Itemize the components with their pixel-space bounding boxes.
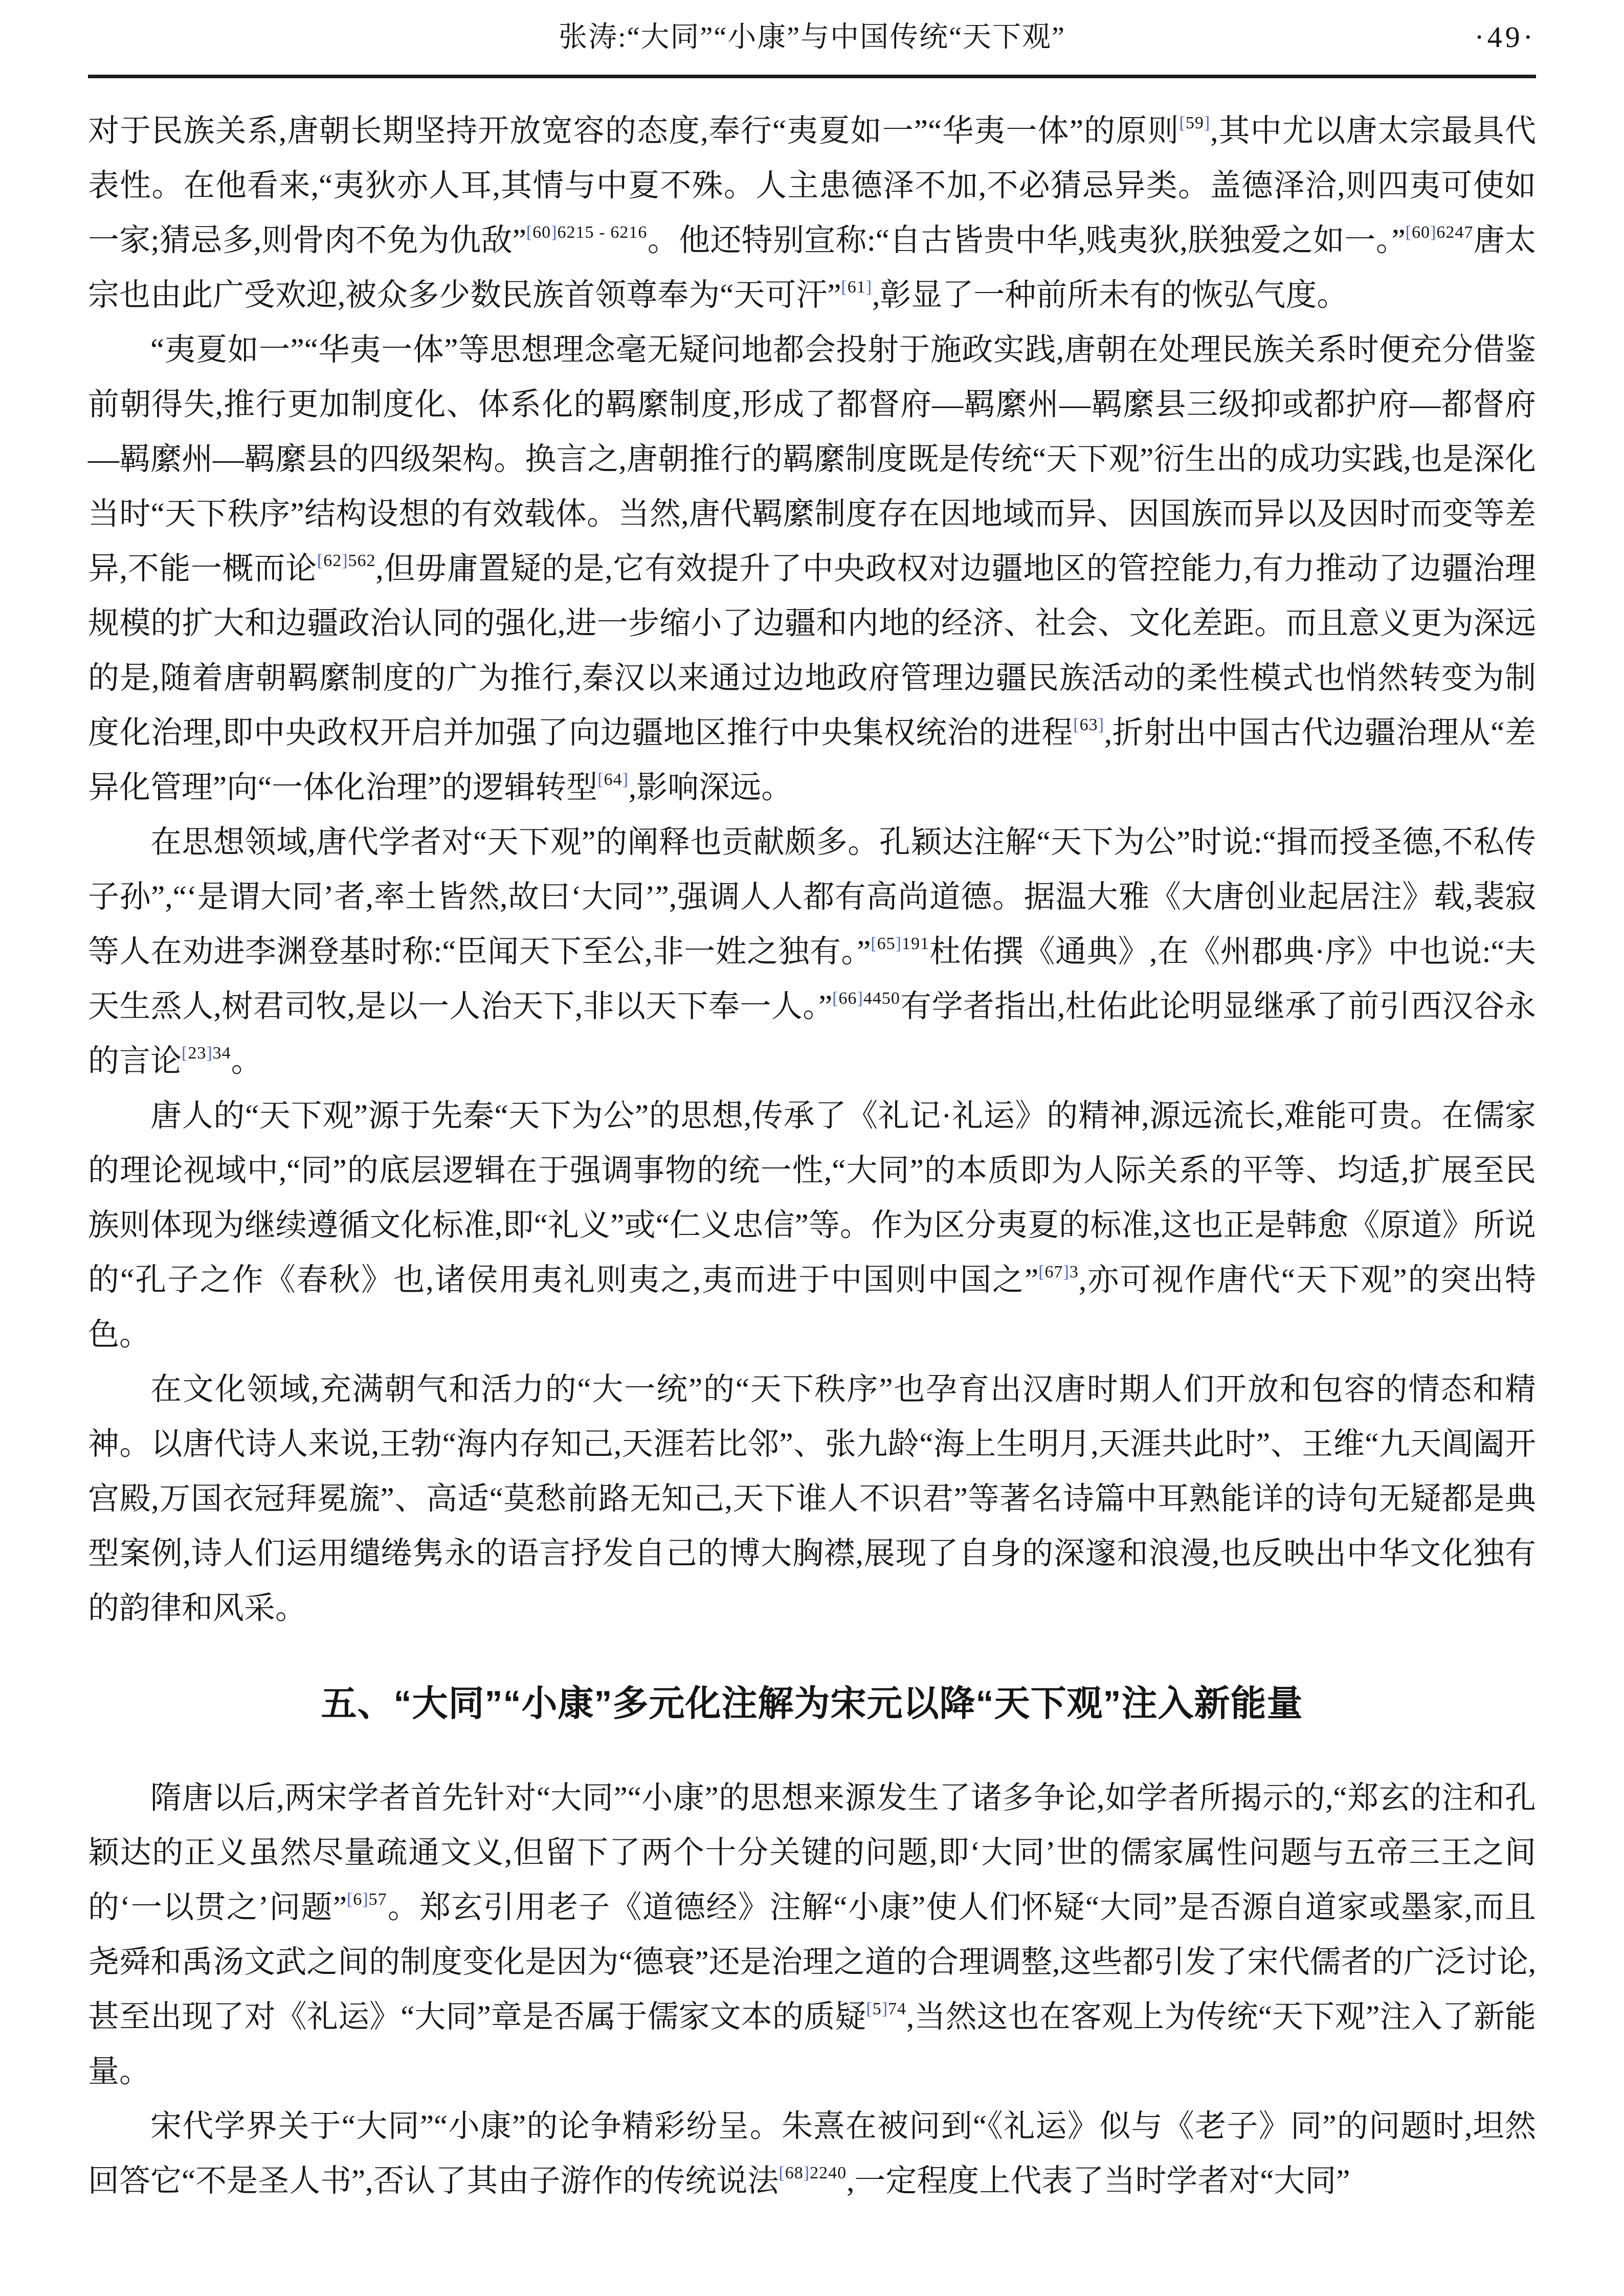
citation-bracket: ] <box>206 1043 213 1063</box>
citation-superscript[interactable]: [59] <box>1179 113 1211 132</box>
citation-bracket: [ <box>866 1999 873 2018</box>
citation-superscript[interactable]: [63] <box>1073 715 1104 734</box>
citation-bracket: [ <box>1038 1262 1045 1281</box>
citation-superscript[interactable]: [64] <box>597 770 629 789</box>
citation-bracket: ] <box>551 222 558 242</box>
citation-bracket: [ <box>1073 715 1080 734</box>
section-heading: 五、“大同”“小康”多元化注解为宋元以降“天下观”注入新能量 <box>321 1683 1303 1723</box>
citation-superscript[interactable]: [60]6215 - 6216 <box>526 222 648 242</box>
citation-bracket: [ <box>182 1043 188 1063</box>
paragraph: 在文化领域,充满朝气和活力的“大一统”的“天下秩序”也孕育出汉唐时期人们开放和包容的情态和精神。以唐代诗人来说,王勃“海内存知己,天涯若比邻”、张九龄“海上生明月,天涯共此时”、王维“九天阊阖开宫殿,万国衣冠拜冕旒”、高适“莫愁前路无知己,天下谁人不识君”等著名诗篇中耳熟能详的诗句无疑都是典型案例,诗人们运用缱绻隽永的语言抒发自己的博大胸襟,展现了自身的深邃和浪漫,也反映出中华文化独有的韵律和风采。 <box>88 1372 1536 1626</box>
citation-superscript[interactable]: [6]57 <box>346 1889 387 1909</box>
citation-superscript[interactable]: [5]74 <box>866 1999 907 2018</box>
paragraph: 在思想领域,唐代学者对“天下观”的阐释也贡献颇多。孔颖达注解“天下为公”时说:“揖而授圣德,不私传子孙”,“‘是谓大同’者,率土皆然,故曰‘大同’”,强调人人都有高尚道德。据温大雅《大唐创业起居注》载,裴寂等人在劝进李渊登基时称:“臣闻天下至公,非一姓之独有。”$^{[65]191}$杜佑撰《通典》,在《州郡典·序》中也说:“夫天生烝人,树君司牧,是以一人治天下,非以天下奉一人。”$^{[66]4450}$有学者指出,杜佑此论明显继承了前引西汉谷永的言论$^{[23]34}$。 <box>88 825 1536 1078</box>
page-header <box>88 0 1536 75</box>
paragraph: 唐人的“天下观”源于先秦“天下为公”的思想,传承了《礼记·礼运》的精神,源远流长,难能可贵。在儒家的理论视域中,“同”的底层逻辑在于强调事物的统一性,“大同”的本质即为人际关系的平等、均适,扩展至民族则体现为继续遵循文化标准,即“礼义”或“仁义忠信”等。作为区分夷夏的标准,这也正是韩愈《原道》所说的“孔子之作《春秋》也,诸侯用夷礼则夷之,夷而进于中国则中国之”$^{[67]3}$,亦可视作唐代“天下观”的突出特色。 <box>88 1099 1536 1352</box>
citation-bracket: [ <box>871 934 877 953</box>
citation-bracket: ] <box>857 988 863 1008</box>
citation-bracket: [ <box>1179 113 1186 132</box>
paragraph: “夷夏如一”“华夷一体”等思想理念毫无疑问地都会投射于施政实践,唐朝在处理民族关系时便充分借鉴前朝得失,推行更加制度化、体系化的羁縻制度,形成了都督府—羁縻州—羁縻县三级抑或都护府—都督府—羁縻州—羁縻县的四级架构。换言之,唐朝推行的羁縻制度既是传统“天下观”衍生出的成功实践,也是深化当时“天下秩序”结构设想的有效载体。当然,唐代羁縻制度存在因地域而异、因国族而异以及因时而变等差异,不能一概而论$^{[62]562}$,但毋庸置疑的是,它有效提升了中央政权对边疆地区的管控能力,有力推动了边疆治理规模的扩大和边疆政治认同的强化,进一步缩小了边疆和内地的经济、社会、文化差距。而且意义更为深远的是,随着唐朝羁縻制度的广为推行,秦汉以来通过边地政府管理边疆民族活动的柔性模式也悄然转变为制度化治理,即中央政权开启并加强了向边疆地区推行中央集权统治的进程[63],折射出中国古代边疆治理从“差异化管理”向“一体化治理”的逻辑转型[64],影响深远。 <box>88 333 1536 805</box>
page-number: ·49· <box>1474 20 1536 54</box>
citation-bracket: ] <box>622 770 629 789</box>
citation-bracket: ] <box>362 1889 369 1909</box>
page-body <box>88 104 1536 2209</box>
paragraph: 宋代学界关于“大同”“小康”的论争精彩纷呈。朱熹在被问到“《礼运》似与《老子》同”的问题时,坦然回答它“不是圣人书”,否认了其由子游作的传统说法$^{[68]2240}$,一定程度上代表了当时学者对“大同” <box>88 2109 1536 2198</box>
citation-bracket: [ <box>597 770 604 789</box>
citation-superscript[interactable]: [67]3 <box>1038 1262 1079 1281</box>
citation-superscript[interactable]: [60]6247 <box>1405 222 1474 242</box>
citation-bracket: [ <box>1405 222 1412 242</box>
running-title: 张涛:“大同”“小康”与中国传统“天下观” <box>559 21 1065 53</box>
citation-superscript[interactable]: [66]4450 <box>832 988 900 1008</box>
citation-superscript[interactable]: [61] <box>841 277 873 297</box>
citation-bracket: ] <box>865 277 873 297</box>
citation-superscript[interactable]: [65]191 <box>871 934 929 953</box>
citation-bracket: [ <box>526 222 533 242</box>
citation-bracket: ] <box>881 1999 888 2018</box>
citation-bracket: [ <box>778 2163 785 2182</box>
header-rule <box>88 75 1536 78</box>
citation-bracket: ] <box>1204 113 1211 132</box>
paragraph: 隋唐以后,两宋学者首先针对“大同”“小康”的思想来源发生了诸多争论,如学者所揭示的,“郑玄的注和孔颖达的正义虽然尽量疏通文义,但留下了两个十分关键的问题,即‘大同’世的儒家属性问题与五帝三王之间的‘一以贯之’问题”$^{[6]57}$。郑玄引用老子《道德经》注解“小康”使人们怀疑“大同”是否源自道家或墨家,而且尧舜和禹汤文武之间的制度变化是因为“德衰”还是治理之道的合理调整,这些都引发了宋代儒者的广泛讨论,甚至出现了对《礼运》“大同”章是否属于儒家文本的质疑$^{[5]74}$,当然这也在客观上为传统“天下观”注入了新能量。 <box>88 1781 1537 2089</box>
citation-bracket: ] <box>803 2163 810 2182</box>
citation-bracket: ] <box>1063 1262 1070 1281</box>
citation-superscript[interactable]: [23]34 <box>182 1043 231 1063</box>
paragraph: 对于民族关系,唐朝长期坚持开放宽容的态度,奉行“夷夏如一”“华夷一体”的原则[59],其中尤以唐太宗最具代表性。在他看来,“夷狄亦人耳,其情与中夏不殊。人主患德泽不加,不必猜忌异类。盖德泽洽,则四夷可使如一家;猜忌多,则骨肉不免为仇敌”$^{[60]6215 - 6216}$。他还特别宣称:“自古皆贵中华,贱夷狄,朕独爱之如一。”$^{[60]6247}$唐太宗也由此广受欢迎,被众多少数民族首领尊奉为“天可汗”[61],彰显了一种前所未有的恢弘气度。 <box>88 113 1536 312</box>
citation-bracket: [ <box>346 1889 353 1909</box>
citation-bracket: ] <box>342 551 348 570</box>
citation-bracket: ] <box>895 934 902 953</box>
citation-bracket: [ <box>841 277 848 297</box>
citation-bracket: [ <box>832 988 839 1008</box>
citation-superscript[interactable]: [68]2240 <box>778 2163 847 2182</box>
citation-bracket: ] <box>1098 715 1104 734</box>
citation-bracket: ] <box>1430 222 1437 242</box>
citation-bracket: [ <box>317 551 324 570</box>
citation-superscript[interactable]: [62]562 <box>317 551 376 570</box>
